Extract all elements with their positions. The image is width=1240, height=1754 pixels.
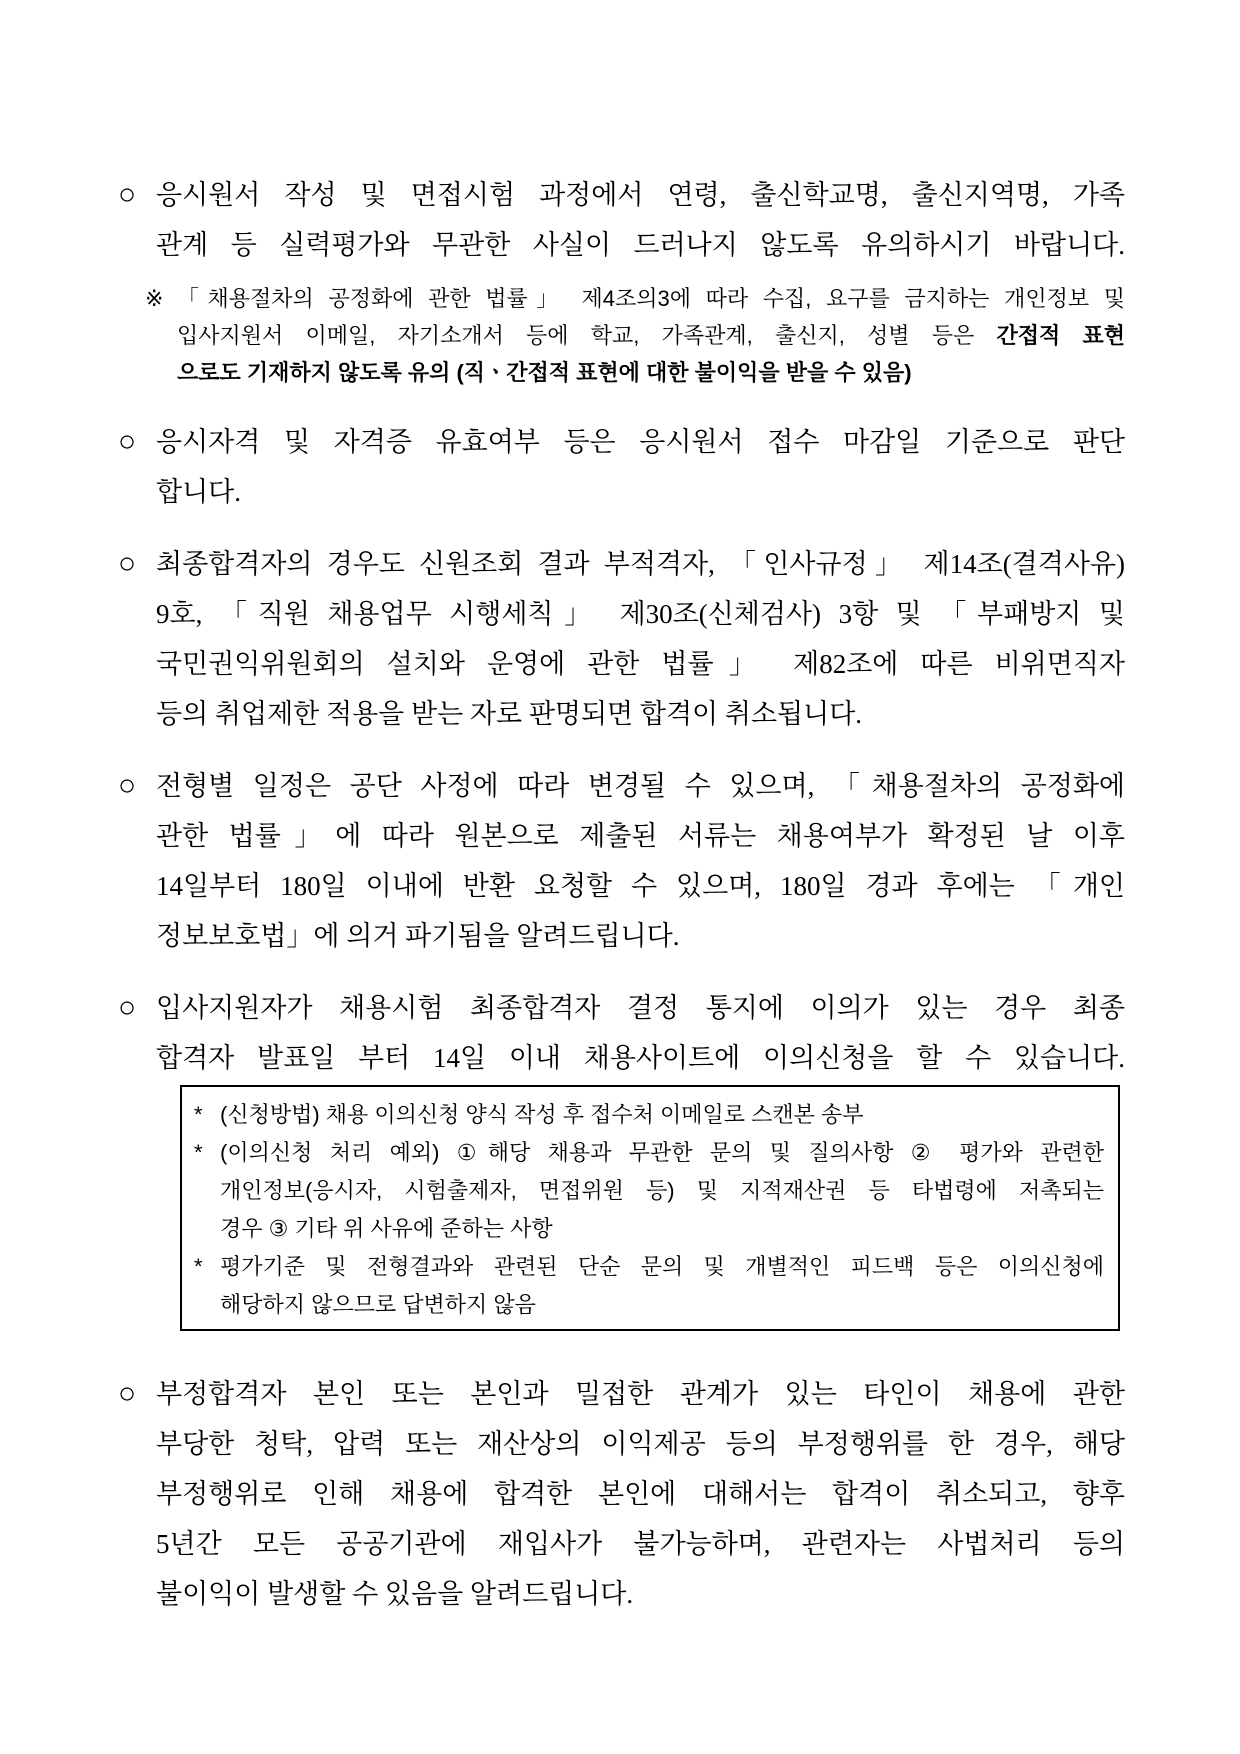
paragraph-lines (156, 761, 1125, 961)
paragraph-line: 응시자격 및 자격증 유효여부 등은 응시원서 접수 마감일 기준으로 판단 (156, 427, 1125, 457)
paragraph-lines (156, 1369, 1125, 1619)
paragraph-line: 부당한 청탁, 압력 또는 재산상의 이익제공 등의 부정행위를 한 경우, 해당 (156, 1429, 1125, 1459)
paragraph-line: 5년간 모든 공공기관에 재입사가 불가능하며, 관련자는 사법처리 등의 (156, 1529, 1125, 1559)
paragraph-line: 부정행위로 인해 채용에 합격한 본인에 대해서는 합격이 취소되고, 향후 (156, 1479, 1125, 1509)
document-content (118, 170, 1125, 1619)
asterisk-icon: * (194, 1140, 203, 1165)
paragraph-lines (156, 983, 1125, 1083)
box-line-text: (이의신청 처리 예외) ①해당 채용과 무관한 문의 및 질의사항 ② 평가와 관련한 (220, 1140, 1104, 1165)
box-line-text: 경우 ③ 기타 위 사유에 준하는 사항 (220, 1216, 553, 1241)
paragraph-line: 관한 법률」에 따라 원본으로 제출된 서류는 채용여부가 확정된 날 이후 (156, 821, 1125, 851)
paragraph-lines (156, 417, 1125, 517)
box-line-text: (신청방법) 채용 이의신청 양식 작성 후 접수처 이메일로 스캔본 송부 (220, 1102, 864, 1127)
objection-info-box (180, 1085, 1120, 1331)
paragraph-line: 부정합격자 본인 또는 본인과 밀접한 관계가 있는 타인이 채용에 관한 (156, 1379, 1125, 1409)
paragraph-line: 등의 취업제한 적용을 받는 자로 판명되면 합격이 취소됩니다. (156, 699, 863, 729)
notice-paragraph (118, 170, 1125, 270)
bullet-circle-icon: ○ (118, 991, 137, 1024)
paragraph-line: 합격자 발표일 부터 14일 이내 채용사이트에 이의신청을 할 수 있습니다. (156, 1043, 1125, 1073)
asterisk-icon (194, 1210, 220, 1248)
notice-paragraph (118, 1369, 1125, 1619)
paragraph-line: 불이익이 발생할 수 있음을 알려드립니다. (156, 1579, 634, 1609)
box-line (194, 1210, 1104, 1248)
box-line (194, 1286, 1104, 1324)
box-line (194, 1096, 1104, 1134)
paragraph-line: 9호, 「직원 채용업무 시행세칙」 제30조(신체검사) 3항 및 「부패방지 및 (156, 599, 1125, 629)
paragraph-line: 국민권익위원회의 설치와 운영에 관한 법률」 제82조에 따른 비위면직자 (156, 649, 1125, 679)
box-line (194, 1248, 1104, 1286)
box-line-text: 개인정보(응시자, 시험출제자, 면접위원 등) 및 지적재산권 등 타법령에 저촉되는 (220, 1178, 1104, 1203)
box-line (194, 1134, 1104, 1172)
notice-paragraph (118, 417, 1125, 517)
note-text: 입사지원서 이메일, 자기소개서 등에 학교, 가족관계, 출신지, 성별 등은 (177, 323, 997, 348)
box-line (194, 1172, 1104, 1210)
notice-paragraph (118, 539, 1125, 739)
paragraph-line: 14일부터 180일 이내에 반환 요청할 수 있으며, 180일 경과 후에는 「개인 (156, 871, 1125, 901)
paragraph-lines (156, 170, 1125, 270)
paragraph-line: 관계 등 실력평가와 무관한 사실이 드러나지 않도록 유의하시기 바랍니다. (156, 230, 1125, 260)
notice-paragraph (118, 761, 1125, 961)
paragraph-line: 입사지원자가 채용시험 최종합격자 결정 통지에 이의가 있는 경우 최종 (156, 993, 1125, 1023)
note-line (177, 280, 1125, 317)
paragraph-lines (156, 539, 1125, 739)
paragraph-line: 전형별 일정은 공단 사정에 따라 변경될 수 있으며, 「채용절차의 공정화에 (156, 771, 1125, 801)
paragraph-line: 정보보호법」에 의거 파기됨을 알려드립니다. (156, 921, 680, 951)
asterisk-icon: * (194, 1254, 203, 1279)
box-line-text: 평가기준 및 전형결과와 관련된 단순 문의 및 개별적인 피드백 등은 이의신청에 (220, 1254, 1104, 1279)
note-lines (177, 280, 1125, 391)
bullet-circle-icon: ○ (118, 178, 137, 211)
asterisk-icon: * (194, 1102, 203, 1127)
notice-paragraph (118, 983, 1125, 1083)
asterisk-icon (194, 1172, 220, 1210)
bullet-circle-icon: ○ (118, 425, 137, 458)
box-line-text: 해당하지 않으므로 답변하지 않음 (220, 1292, 536, 1317)
note-text-bold: 으로도 기재하지 않도록 유의 (직ㆍ간접적 표현에 대한 불이익을 받을 수 있음) (177, 360, 912, 385)
note-line (177, 317, 1125, 354)
note-text: 「채용절차의 공정화에 관한 법률」 제4조의3에 따라 수집, 요구를 금지하는 개인정보 및 (177, 286, 1125, 311)
asterisk-icon (194, 1286, 220, 1324)
legal-reference-note (145, 280, 1125, 391)
bullet-circle-icon: ○ (118, 1377, 137, 1410)
paragraph-line: 최종합격자의 경우도 신원조회 결과 부적격자, 「인사규정」 제14조(결격사유) (156, 549, 1125, 579)
bullet-circle-icon: ○ (118, 769, 137, 802)
paragraph-line: 합니다. (156, 477, 241, 507)
reference-mark-icon: ※ (145, 286, 164, 311)
note-text-bold: 간접적 표현 (996, 323, 1125, 348)
bullet-circle-icon: ○ (118, 547, 137, 580)
paragraph-line: 응시원서 작성 및 면접시험 과정에서 연령, 출신학교명, 출신지역명, 가족 (156, 180, 1125, 210)
note-line (177, 354, 1125, 391)
